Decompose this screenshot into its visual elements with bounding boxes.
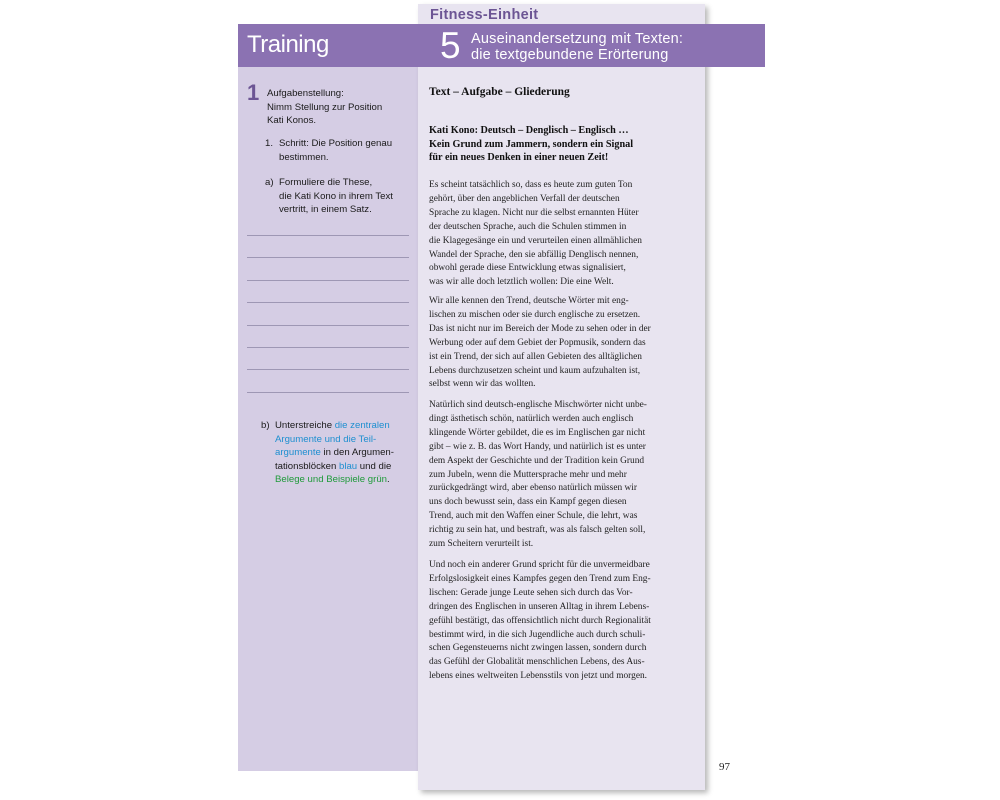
step-1	[265, 137, 392, 164]
text-line: schen Gegensteuerns nicht zwingen lassen, sondern durch	[429, 643, 647, 654]
text-line: zum Jubeln, wenn die Muttersprache mehr und mehr	[429, 469, 627, 480]
article-title	[429, 124, 699, 165]
paragraph-3	[429, 399, 701, 552]
text-line: Wir alle kennen den Trend, deutsche Wörter mit eng-	[429, 296, 629, 306]
task-number: 1	[247, 80, 260, 105]
text-line: Wandel der Sprache, den sie abfällig Denglisch nennen,	[429, 249, 639, 260]
text-line: gefühl bestätigt, das offensichtlich nicht durch Regionalität	[429, 615, 651, 626]
task-b-blue-text: argumente	[275, 447, 321, 458]
article-title-line: Kein Grund zum Jammern, sondern ein Signal	[429, 138, 634, 150]
article-title-line: für ein neues Denken in einer neuen Zeit!	[429, 152, 609, 164]
text-line: lebens eines weltweiten Lebensstils von jetzt und morgen.	[429, 671, 648, 682]
task-a-line: vertritt, in einem Satz.	[279, 204, 372, 215]
task-b-blue-text: Argumente und die Teil-	[275, 433, 377, 445]
text-line: Trend, auch mit den Waffen einer Schule, die lehrt, was	[429, 511, 638, 522]
text-line: ist ein Trend, der sich auf allen Gebieten des alltäglichen	[429, 351, 642, 362]
task-a-line: die Kati Kono in ihrem Text	[279, 190, 393, 202]
unit-title-line: die textgebundene Erörterung	[471, 47, 669, 63]
text-line: selbst wenn wir das wollten.	[429, 379, 536, 390]
answer-line	[247, 280, 409, 281]
section-title: Training	[247, 31, 329, 58]
text-line: zurückgedrängt wird, aber ebenso natürlich müssen wir	[429, 483, 638, 494]
text-line: Natürlich sind deutsch-englische Mischwörter nicht unbe-	[429, 400, 647, 410]
text-line: Werbung oder auf dem Gebiet der Popmusik, sondern das	[429, 337, 646, 348]
unit-number: 5	[440, 25, 461, 66]
text-line: bestimmt wird, in die sich Jugendliche auch durch schuli-	[429, 629, 646, 640]
text-line: dingt ästhetisch schön, natürlich werden auch englisch	[429, 413, 634, 424]
text-line: was wir alle doch letztlich wollen: Die eine Welt.	[429, 277, 614, 288]
text-line: richtig zu sein hat, und bestraft, was als falsch gelten soll,	[429, 525, 646, 536]
main-heading: Text – Aufgabe – Gliederung	[429, 86, 570, 98]
text-line: obwohl gerade diese Entwicklung etwas signalisiert,	[429, 263, 626, 274]
answer-line	[247, 235, 409, 236]
step-1-line: bestimmen.	[279, 151, 329, 163]
task-a-line: Formuliere die These,	[279, 177, 373, 188]
task-b-text: .	[387, 474, 390, 485]
task-description	[267, 87, 382, 128]
text-line: gibt – wie z. B. das Wort Handy, und natürlich ist es unter	[429, 441, 646, 452]
task-a-prefix: a)	[265, 177, 274, 188]
fitness-unit-label: Fitness-Einheit	[430, 7, 539, 23]
page-number: 97	[719, 761, 730, 773]
text-line: Lebens durchzusetzen scheint und kaum aufzuhalten ist,	[429, 365, 641, 376]
text-line: dem Aspekt der Geschichte und der Tradition kein Grund	[429, 455, 645, 466]
text-line: klingende Wörter gebildet, die es im Englischen gar nicht	[429, 427, 646, 438]
unit-title-line: Auseinandersetzung mit Texten:	[471, 31, 684, 47]
paragraph-4	[429, 559, 701, 684]
step-1-prefix: 1.	[265, 138, 274, 149]
text-line: der deutschen Sprache, auch die Schulen stimmen in	[429, 221, 627, 232]
task-b-text: in den Argumen-	[320, 447, 394, 458]
task-b-prefix: b)	[261, 420, 270, 431]
task-a	[265, 176, 393, 217]
answer-line	[247, 302, 409, 303]
task-b-text: Unterstreiche	[275, 420, 335, 431]
step-1-line: Schritt: Die Position genau	[279, 138, 393, 149]
text-line: Erfolgslosigkeit eines Kampfes gegen den Trend zum Eng-	[429, 573, 651, 584]
task-b-blue-text: blau	[339, 460, 358, 472]
task-line: Aufgabenstellung:	[267, 88, 344, 99]
paragraph-2	[429, 295, 701, 392]
text-line: gehört, über den angeblichen Verfall der deutschen	[429, 193, 620, 204]
article-title-line: Kati Kono: Deutsch – Denglisch – Englisch …	[429, 125, 629, 136]
text-line: die Klagegesänge ein und verurteilen einen allmählichen	[429, 235, 642, 246]
answer-line	[247, 392, 409, 393]
text-line: dringen des Englischen in unseren Alltag in ihrem Lebens-	[429, 601, 650, 612]
text-line: uns doch bewusst sein, dass ein Kampf gegen diesen	[429, 497, 627, 508]
task-line: Nimm Stellung zur Position	[267, 101, 383, 113]
task-b-blue-text: die zentralen	[334, 420, 390, 431]
text-line: Das ist nicht nur im Bereich der Mode zu sehen oder in der	[429, 323, 651, 334]
task-b-green-text: Belege und Beispiele grün	[275, 474, 388, 485]
task-line: Kati Konos.	[267, 115, 317, 126]
text-line: das Gefühl der Globalität menschlichen Lebens, des Aus-	[429, 657, 645, 668]
text-line: Es scheint tatsächlich so, dass es heute zum guten Ton	[429, 180, 633, 190]
text-line: Sprache zu klagen. Nicht nur die selbst ernannten Hüter	[429, 207, 639, 218]
text-line: Und noch ein anderer Grund spricht für die unvermeidbare	[429, 560, 650, 570]
answer-line	[247, 369, 409, 370]
text-line: lischen: Gerade junge Leute sehen sich durch das Vor-	[429, 587, 633, 598]
text-line: zum Scheitern verurteilt ist.	[429, 539, 534, 550]
text-line: lischen zu mischen oder sie durch englische zu ersetzen.	[429, 309, 641, 320]
answer-line	[247, 257, 409, 258]
answer-line	[247, 325, 409, 326]
task-b-text: und die	[357, 460, 392, 472]
unit-title	[471, 31, 683, 63]
answer-line	[247, 347, 409, 348]
task-b	[261, 419, 394, 487]
task-b-text: tationsblöcken	[275, 460, 339, 472]
paragraph-1	[429, 179, 701, 290]
